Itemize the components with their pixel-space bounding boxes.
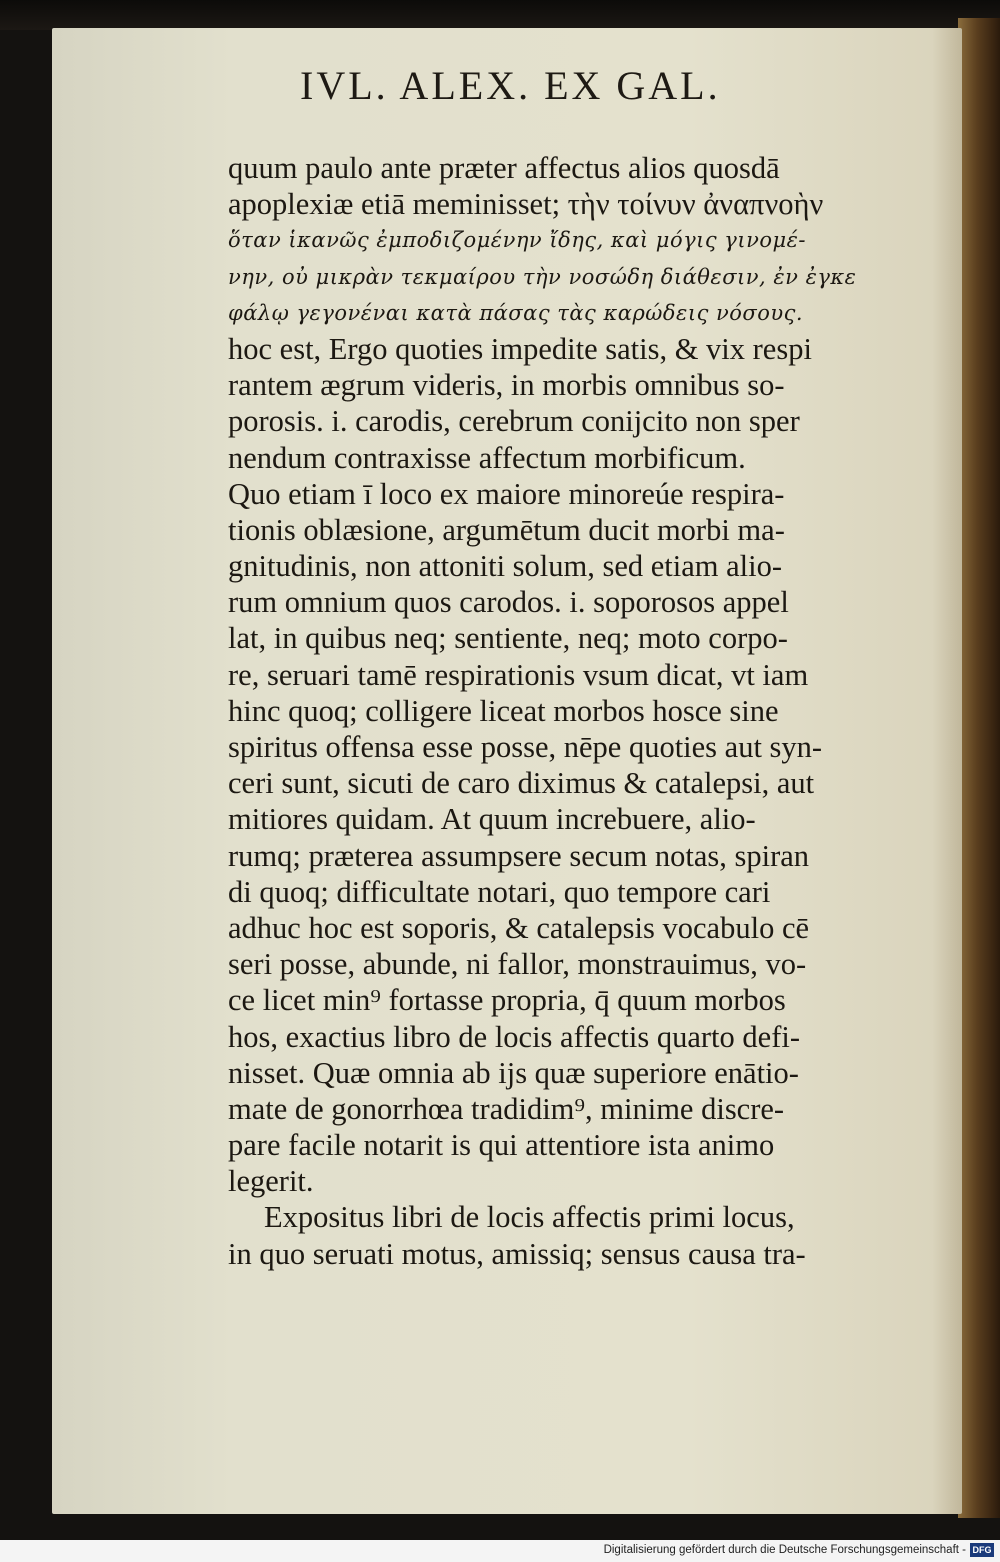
text-line: hinc quoq; colligere liceat morbos hosce sine bbox=[228, 693, 779, 728]
text-line: gnitudinis, non attoniti solum, sed etiam alio- bbox=[228, 549, 783, 584]
text-line: porosis. i. carodis, cerebrum conijcito non sper bbox=[228, 404, 800, 439]
dfg-logo: DFG bbox=[970, 1543, 994, 1557]
text-line: adhuc hoc est soporis, & catalepsis vocabulo cē bbox=[228, 910, 810, 945]
text-line: νην, οὐ μικρὰν τεκμαίρου τὴν νοσώδη διάθεσιν, ἐν ἐγκε bbox=[228, 264, 857, 289]
text-line: ὅταν ἱκανῶς ἐμποδιζομένην ἴδης, καὶ μόγις γινομέ- bbox=[228, 228, 807, 253]
text-line: legerit. bbox=[228, 1164, 314, 1199]
text-line: lat, in quibus neq; sentiente, neq; moto corpo- bbox=[228, 621, 788, 656]
text-line: quum paulo ante præter affectus alios quosdā bbox=[228, 151, 780, 185]
text-line: rumq; præterea assumpsere secum notas, spiran bbox=[228, 838, 810, 873]
text-line: Quo etiam ī loco ex maiore minoreúe respira- bbox=[228, 476, 785, 511]
running-head: IVL. ALEX. EX GAL. bbox=[300, 63, 721, 108]
text-line: ce licet min⁹ fortasse propria, q̄ quum morbos bbox=[228, 983, 786, 1018]
text-line: hoc est, Ergo quoties impedite satis, & vix respi bbox=[228, 331, 812, 366]
text-line: re, seruari tamē respirationis vsum dicat, vt iam bbox=[228, 657, 809, 692]
page-curvature-shadow bbox=[932, 28, 962, 1514]
text-line: rum omnium quos carodos. i. soporosos appel bbox=[228, 585, 789, 620]
text-line: nendum contraxisse affectum morbificum. bbox=[228, 440, 746, 475]
text-line: apoplexiæ etiā meminisset; τὴν τοίνυν ἀναπνοὴν bbox=[228, 187, 824, 222]
text-line: hos, exactius libro de locis affectis quarto defi- bbox=[228, 1019, 800, 1054]
scan-background bbox=[0, 0, 1000, 30]
text-line: di quoq; difficultate notari, quo tempore cari bbox=[228, 874, 771, 909]
text-line: spiritus offensa esse posse, nēpe quoties aut syn- bbox=[228, 730, 823, 764]
text-line: mate de gonorrhœa tradidim⁹, minime discre- bbox=[228, 1091, 785, 1126]
text-line: Expositus libri de locis affectis primi locus, bbox=[264, 1200, 795, 1235]
text-line: pare facile notarit is qui attentiore ista animo bbox=[228, 1128, 775, 1163]
text-line: seri posse, abunde, ni fallor, monstrauimus, vo- bbox=[228, 947, 807, 982]
text-line: tionis oblæsione, argumētum ducit morbi ma- bbox=[228, 512, 785, 547]
body-text bbox=[228, 150, 900, 1272]
text-line: in quo seruati motus, amissiq; sensus causa tra- bbox=[228, 1236, 806, 1271]
text-line: mitiores quidam. At quum increbuere, alio- bbox=[228, 802, 756, 837]
text-line: rantem ægrum videris, in morbis omnibus so- bbox=[228, 368, 785, 403]
book-edge bbox=[958, 18, 1000, 1518]
text-line: ceri sunt, sicuti de caro diximus & catalepsi, aut bbox=[228, 766, 815, 801]
funding-credit: Digitalisierung gefördert durch die Deutsche Forschungsgemeinschaft - bbox=[603, 1544, 966, 1556]
text-line: φάλῳ γεγονέναι κατὰ πάσας τὰς καρώδεις νόσους. bbox=[228, 300, 804, 325]
text-line: nisset. Quæ omnia ab ijs quæ superiore enātio- bbox=[228, 1055, 799, 1090]
